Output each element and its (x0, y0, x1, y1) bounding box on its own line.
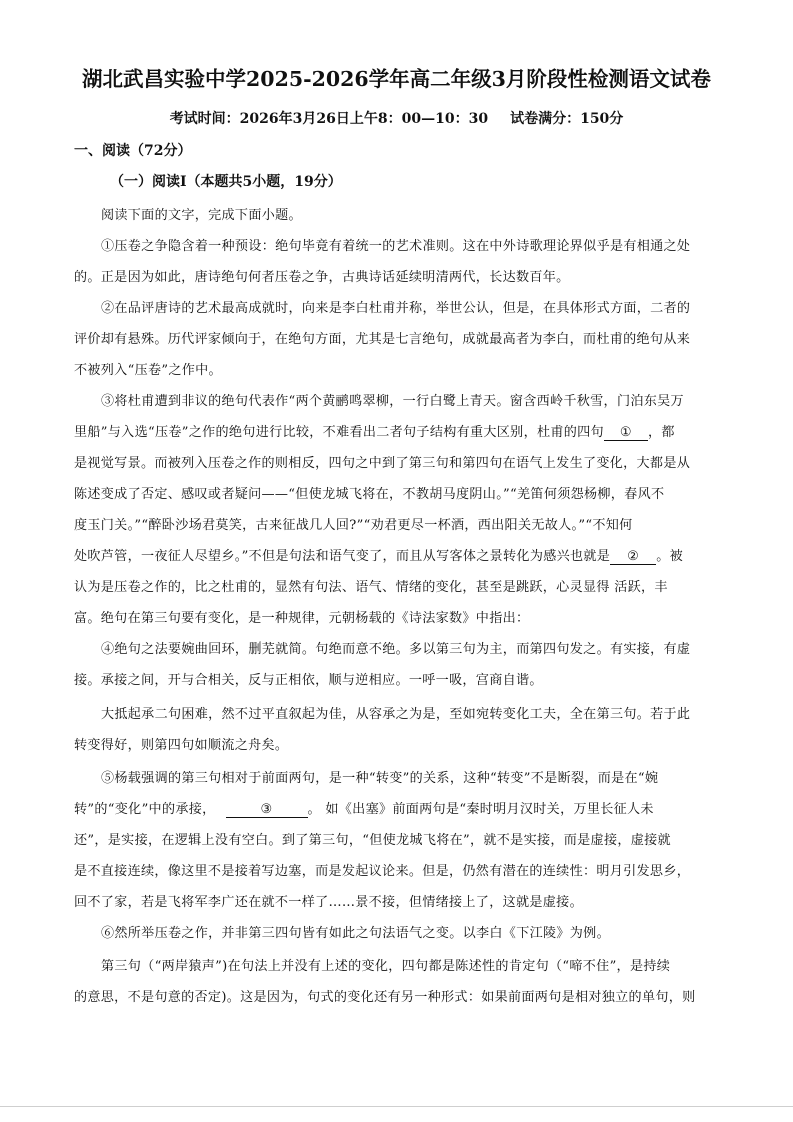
text-segment: 。被 (656, 549, 683, 564)
text-line: ③将杜甫遭到非议的绝句代表作“两个黄鹂鸣翠柳，一行白鹭上青天。窗含西岭千秋雪，门泊东吴万 (101, 394, 684, 409)
page-title: 湖北武昌实验中学2025-2026学年高二年级3月阶段性检测语文试卷 (82, 67, 711, 91)
text-line (74, 798, 654, 818)
text-line: 是视觉写景。而被列入压卷之作的则相反，四句之中到了第三句和第四句在语气上发生了变化，大都是从 (74, 456, 691, 471)
text-line: ④绝句之法要婉曲回环，删芜就简。句绝而意不绝。多以第三句为主，而第四句发之。有实接，有虚 (101, 642, 691, 657)
text-segment: ，都 (647, 425, 675, 440)
text-line: 还”，是实接，在逻辑上没有空白。到了第三句，“但使龙城飞将在”，就不是实接，而是虚接，虚接就 (74, 833, 671, 848)
page-bottom-divider (0, 1106, 793, 1107)
text-segment: 转”的“变化”中的承接， (74, 802, 216, 817)
text-line: 评价却有悬殊。历代评家倾向于，在绝句方面，尤其是七言绝句，成就最高者为李白，而杜甫的绝句从来 (74, 332, 691, 347)
text-line: 回不了家，若是飞将军李广还在就不一样了……景不接，但情绪接上了，这就是虚接。 (74, 895, 583, 910)
answer-blank-3: ③ (226, 803, 308, 818)
full-score: 试卷满分：150分 (510, 111, 624, 127)
text-line: 接。承接之间，开与合相关，反与正相依，顺与逆相应。一呼一吸，宫商自谐。 (74, 673, 543, 688)
text-line: 不被列入“压卷”之作中。 (74, 363, 222, 378)
text-line: 的意思，不是句意的否定)。这是因为，句式的变化还有另一种形式：如果前面两句是相对独立的单句，则 (74, 990, 696, 1005)
text-line: 陈述变成了否定、感叹或者疑问——“但使龙城飞将在，不教胡马度阴山。”“羌笛何须怨杨柳，春风不 (74, 487, 665, 502)
subsection-heading-reading-1: （一）阅读Ⅰ（本题共5小题，19分） (110, 174, 342, 190)
text-line: 度玉门关。”“醉卧沙场君莫笑，古来征战几人回?”“劝君更尽一杯酒，西出阳关无故人。”“不知何 (74, 518, 633, 533)
text-line: ⑤杨载强调的第三句相对于前面两句，是一种“转变”的关系，这种“转变”不是断裂，而是在“婉 (101, 771, 659, 786)
text-line: 富。绝句在第三句要有变化，是一种规律，元朝杨载的《诗法家数》中指出： (74, 611, 530, 626)
text-line: 转变得好，则第四句如顺流之舟矣。 (74, 738, 289, 753)
exam-time: 考试时间：2026年3月26日上午8：00—10：30 (169, 111, 489, 127)
text-line: 认为是压卷之作的，比之杜甫的，显然有句法、语气、情绪的变化，甚至是跳跃，心灵显得 活跃，丰 (74, 580, 668, 595)
text-line: 第三句（“两岸猿声”)在句法上并没有上述的变化，四句都是陈述性的肯定句（“啼不住”，是持续 (101, 959, 671, 974)
text-line: ①压卷之争隐含着一种预设：绝句毕竟有着统一的艺术准则。这在中外诗歌理论界似乎是有相通之处 (101, 239, 691, 254)
text-segment: 处吹芦管，一夜征人尽望乡。”不但是句法和语气变了，而且从写客体之景转化为感兴也就是 (74, 549, 611, 564)
text-line: ⑥然所举压卷之作，并非第三四句皆有如此之句法语气之变。以李白《下江陵》为例。 (101, 926, 610, 941)
instruction-line: 阅读下面的文字，完成下面小题。 (101, 208, 302, 223)
text-line (74, 421, 675, 441)
answer-blank-2: ② (610, 550, 656, 565)
text-line: 大抵起承二句困难，然不过平直叙起为佳，从容承之为是，至如宛转变化工夫，全在第三句。若于此 (101, 707, 691, 722)
answer-blank-1: ① (604, 426, 648, 441)
text-line: ②在品评唐诗的艺术最高成就时，向来是李白杜甫并称，举世公认，但是，在具体形式方面，二者的 (101, 301, 691, 316)
text-line: 的。正是因为如此，唐诗绝句何者压卷之争，古典诗话延续明清两代，长达数百年。 (74, 270, 570, 285)
text-line: 是不直接连续，像这里不是接着写边塞，而是发起议论来。但是，仍然有潜在的连续性：明月引发思乡， (74, 864, 691, 879)
text-segment: 里船”与入选“压卷”之作的绝句进行比较，不难看出二者句子结构有重大区别，杜甫的四句 (74, 425, 604, 440)
exam-info (0, 108, 793, 128)
text-line (74, 545, 683, 565)
text-segment: 。 如《出塞》前面两句是“秦时明月汉时关，万里长征人未 (307, 802, 654, 817)
section-heading-reading: 一、阅读（72分） (74, 143, 192, 159)
